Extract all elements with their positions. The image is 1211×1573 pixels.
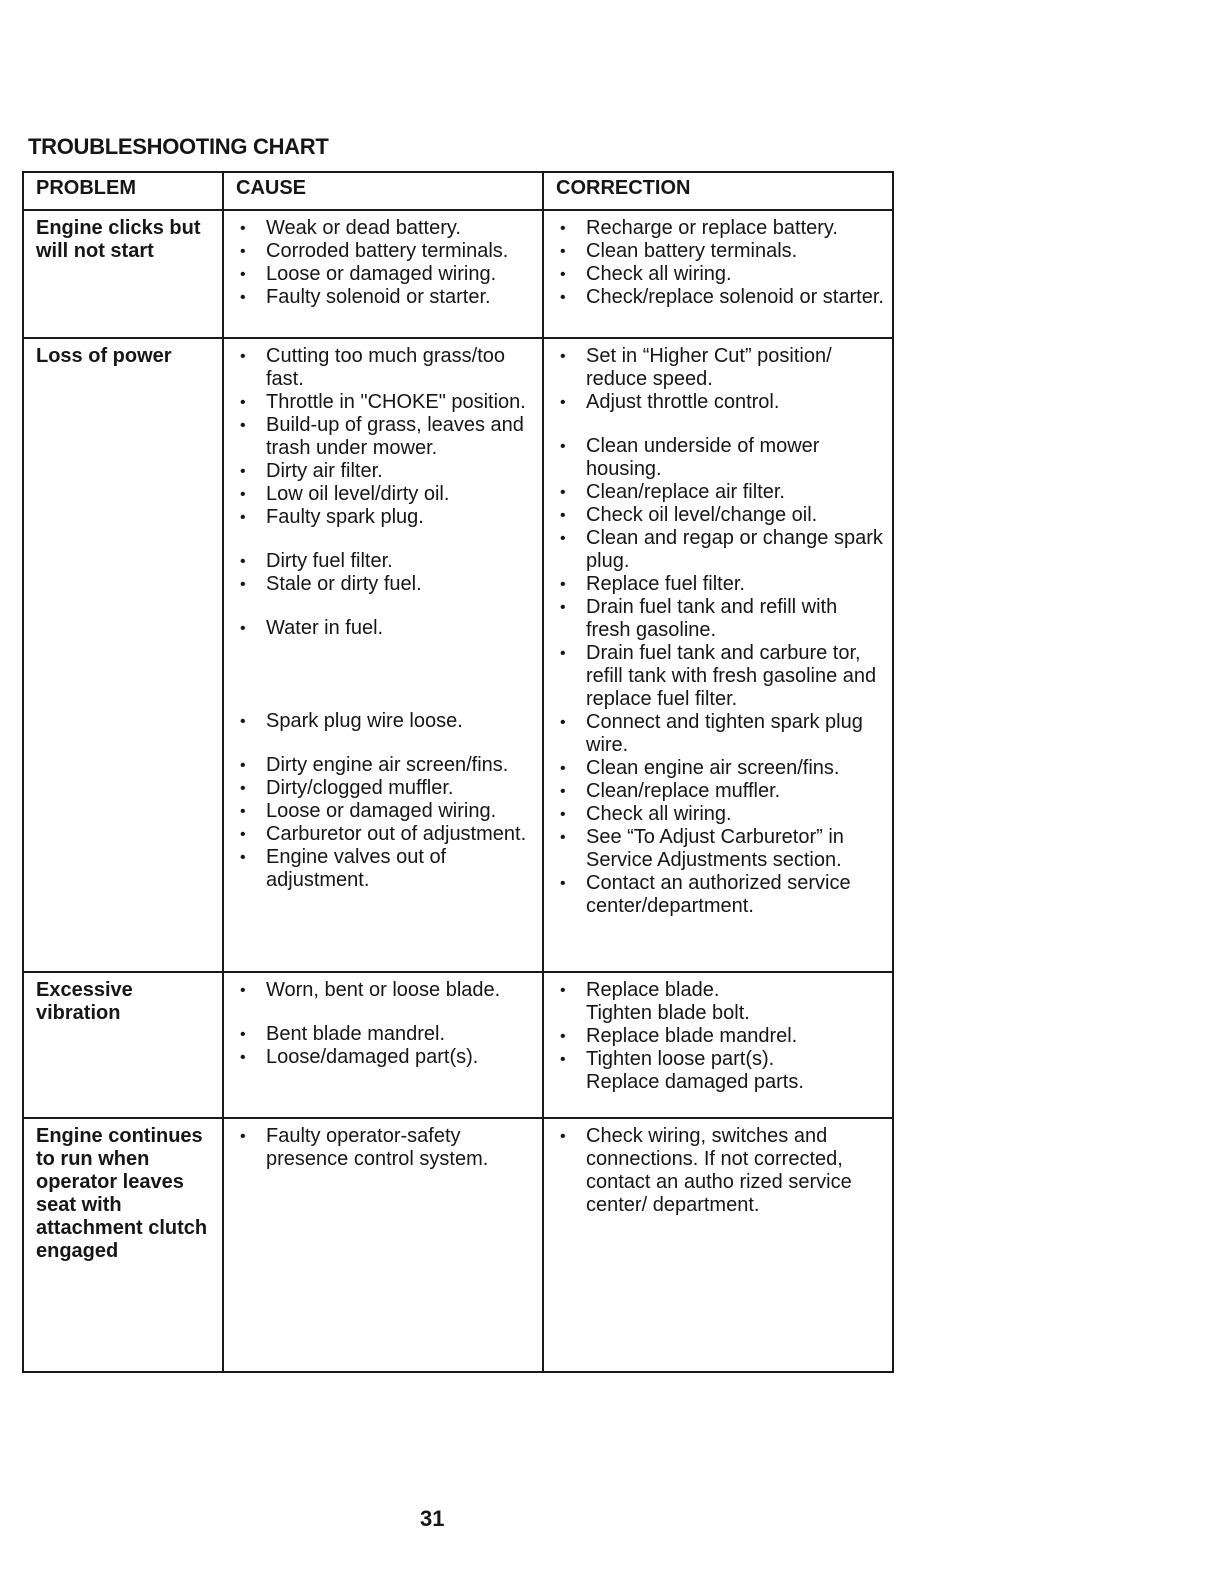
page-number: 31	[420, 1506, 445, 1531]
correction-list	[556, 217, 884, 309]
cause-item: • Engine valves out of adjustment.	[236, 846, 534, 892]
cause-cell	[223, 1118, 543, 1372]
cause-item: • Corroded battery terminals.	[236, 240, 534, 263]
cause-item: • Dirty fuel filter.	[236, 550, 534, 573]
cause-cell	[223, 972, 543, 1118]
page-title: TROUBLESHOOTING CHART	[28, 134, 329, 159]
cause-item: • Low oil level/dirty oil.	[236, 483, 534, 506]
correction-item: • Adjust throttle control.	[556, 391, 884, 414]
correction-item: • Clean underside of mower housing.	[556, 435, 884, 481]
correction-item: • Replace fuel filter.	[556, 573, 884, 596]
cause-item: • Loose or damaged wiring.	[236, 263, 534, 286]
cause-item: • Dirty engine air screen/fins.	[236, 754, 534, 777]
header-row	[23, 172, 893, 210]
correction-item: • Set in “Higher Cut” position/ reduce speed.	[556, 345, 884, 391]
correction-item: • Clean and regap or change spark plug.	[556, 527, 884, 573]
cause-item: • Spark plug wire loose.	[236, 710, 534, 733]
correction-item: • Tighten loose part(s).	[556, 1048, 884, 1071]
problem-cell: Loss of power	[23, 338, 223, 972]
correction-item: • Drain fuel tank and carbure tor, refill tank with fresh gasoline and replace fuel filter.	[556, 642, 884, 711]
header-cause: CAUSE	[223, 172, 543, 210]
correction-item: • Clean/replace air filter.	[556, 481, 884, 504]
correction-item: • Check all wiring.	[556, 263, 884, 286]
header-problem: PROBLEM	[23, 172, 223, 210]
correction-item: • Check wiring, switches and connections. If not corrected, contact an autho rized service center/ department.	[556, 1125, 884, 1217]
problem-cell: Excessive vibration	[23, 972, 223, 1118]
troubleshooting-table	[22, 171, 894, 1373]
problem-cell: Engine continues to run when operator leaves seat with attachment clutch engaged	[23, 1118, 223, 1372]
cause-list	[236, 979, 534, 1069]
correction-item: • Clean battery terminals.	[556, 240, 884, 263]
correction-item: • Check oil level/change oil.	[556, 504, 884, 527]
cause-item: • Dirty air filter.	[236, 460, 534, 483]
correction-cell	[543, 338, 893, 972]
cause-list	[236, 345, 534, 892]
cause-item: • Throttle in "CHOKE" position.	[236, 391, 534, 414]
cause-item: • Worn, bent or loose blade.	[236, 979, 534, 1002]
correction-item: • Connect and tighten spark plug wire.	[556, 711, 884, 757]
correction-item: • Replace blade.	[556, 979, 884, 1002]
problem-cell: Engine clicks but will not start	[23, 210, 223, 338]
table-row	[23, 1118, 893, 1372]
correction-item: • Recharge or replace battery.	[556, 217, 884, 240]
cause-item: • Faulty solenoid or starter.	[236, 286, 534, 309]
correction-item: Replace damaged parts.	[586, 1071, 804, 1093]
correction-list	[556, 979, 884, 1094]
table-row	[23, 338, 893, 972]
cause-item: • Water in fuel.	[236, 617, 534, 640]
cause-item: • Stale or dirty fuel.	[236, 573, 534, 596]
correction-item: • Contact an authorized service center/department.	[556, 872, 884, 918]
correction-list	[556, 1125, 884, 1217]
cause-cell	[223, 210, 543, 338]
correction-item: Tighten blade bolt.	[586, 1002, 750, 1024]
correction-cell	[543, 972, 893, 1118]
cause-item: • Weak or dead battery.	[236, 217, 534, 240]
correction-item: • Check all wiring.	[556, 803, 884, 826]
correction-cell	[543, 210, 893, 338]
cause-list	[236, 1125, 534, 1171]
cause-cell	[223, 338, 543, 972]
correction-item: • Replace blade mandrel.	[556, 1025, 884, 1048]
cause-item: • Bent blade mandrel.	[236, 1023, 534, 1046]
correction-item: • Clean engine air screen/fins.	[556, 757, 884, 780]
correction-item: • Check/replace solenoid or starter.	[556, 286, 884, 309]
cause-item: • Dirty/clogged muffler.	[236, 777, 534, 800]
cause-item: • Loose/damaged part(s).	[236, 1046, 534, 1069]
correction-item: • See “To Adjust Carburetor” in Service Adjustments section.	[556, 826, 884, 872]
header-correction: CORRECTION	[543, 172, 893, 210]
table-row	[23, 972, 893, 1118]
table-row	[23, 210, 893, 338]
cause-item: • Loose or damaged wiring.	[236, 800, 534, 823]
correction-item: • Clean/replace muffler.	[556, 780, 884, 803]
cause-item: • Cutting too much grass/too fast.	[236, 345, 534, 391]
correction-list	[556, 345, 884, 918]
cause-list	[236, 217, 534, 309]
correction-item: • Drain fuel tank and refill with fresh gasoline.	[556, 596, 884, 642]
cause-item: • Build-up of grass, leaves and trash under mower.	[236, 414, 534, 460]
correction-cell	[543, 1118, 893, 1372]
cause-item: • Carburetor out of adjustment.	[236, 823, 534, 846]
cause-item: • Faulty operator-safety presence control system.	[236, 1125, 534, 1171]
cause-item: • Faulty spark plug.	[236, 506, 534, 529]
